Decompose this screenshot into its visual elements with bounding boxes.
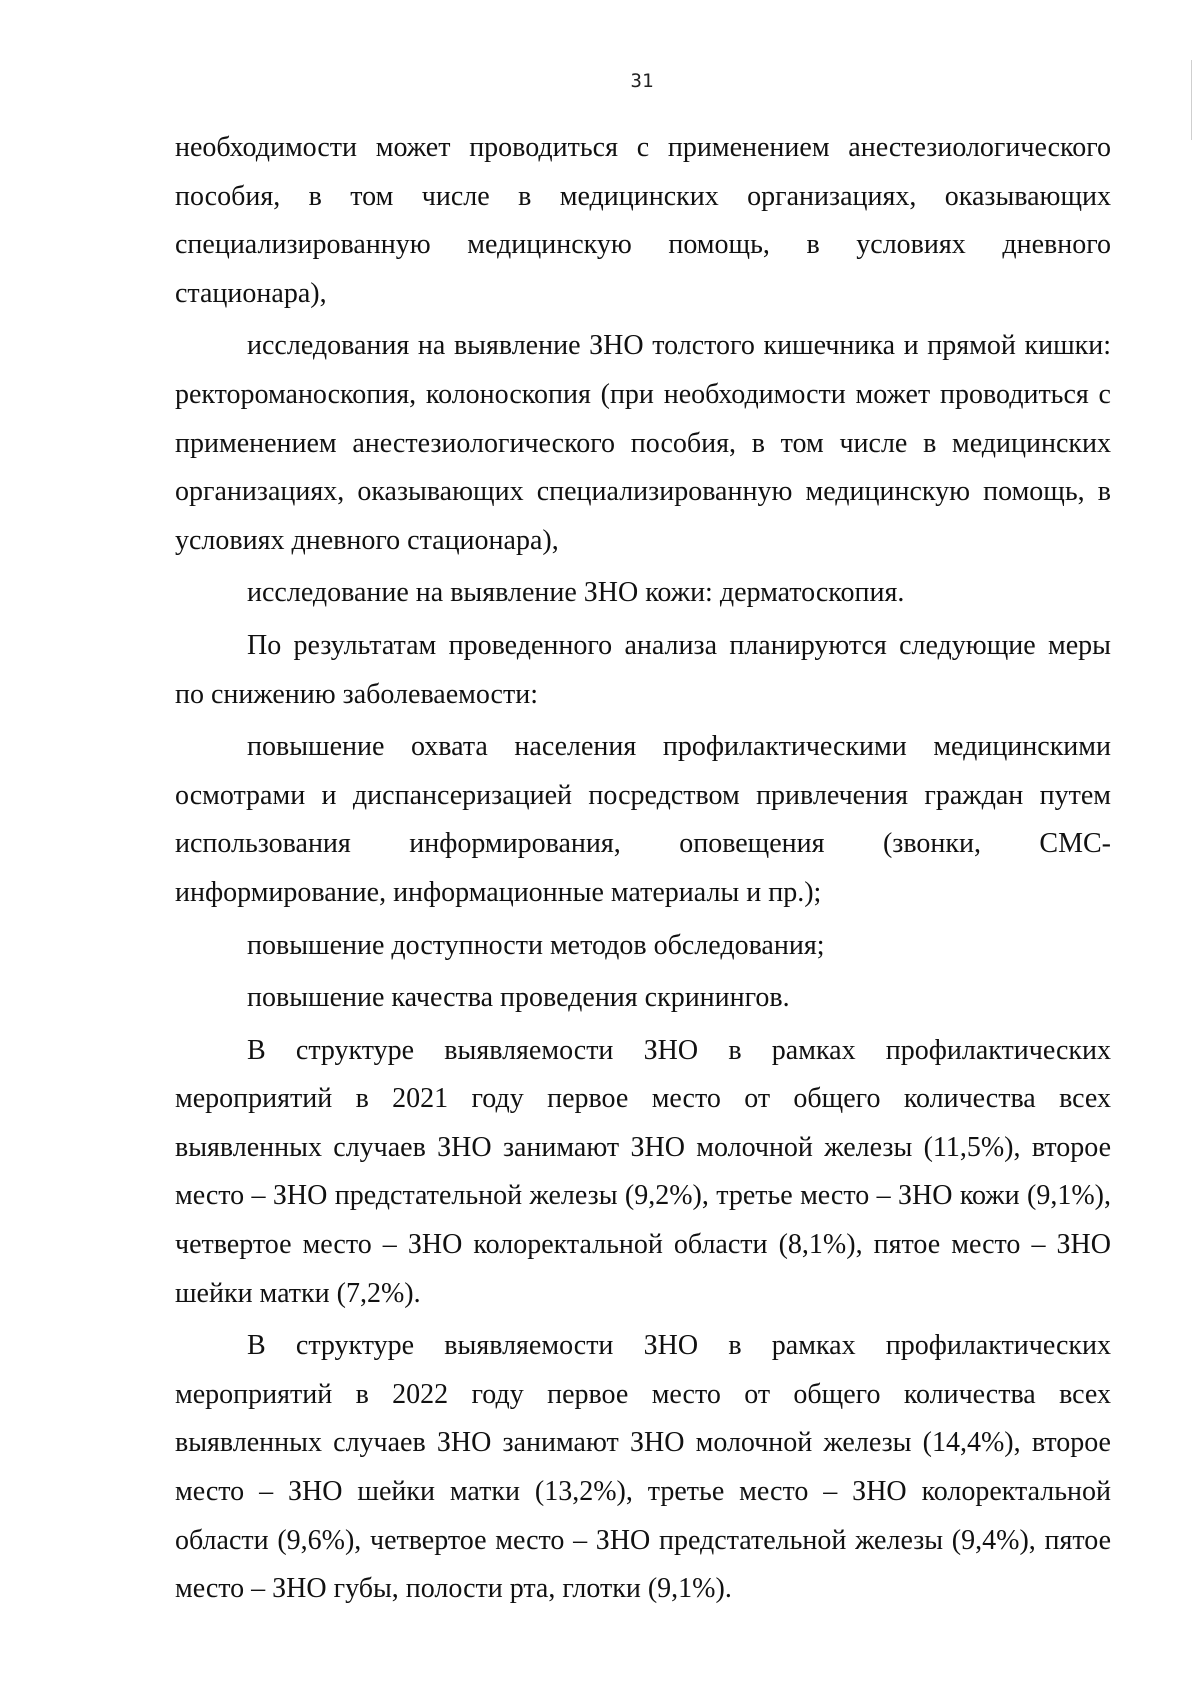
document-body <box>175 124 1111 1614</box>
paragraph-colon-screening: исследования на выявление ЗНО толстого кишечника и прямой кишки: ректороманоскопия, колоноскопия (при необходимости может проводиться с применением анестезиологического пособия, в том числе в медицинских организациях, оказывающих специализированную медицинскую помощь, в условиях дневного стационара), <box>175 330 1111 556</box>
paragraph-measure-accessibility: повышение доступности методов обследования; <box>247 929 825 961</box>
paragraph-structure-2021: В структуре выявляемости ЗНО в рамках профилактических мероприятий в 2021 году первое место от общего количества всех выявленных случаев ЗНО занимают ЗНО молочной железы (11,5%), второе место – ЗНО предстательной железы (9,2%), третье место – ЗНО кожи (9,1%), четвертое место – ЗНО колоректальной области (8,1%), пятое место – ЗНО шейки матки (7,2%). <box>175 1034 1111 1309</box>
paragraph-structure-2022: В структуре выявляемости ЗНО в рамках профилактических мероприятий в 2022 году первое место от общего количества всех выявленных случаев ЗНО занимают ЗНО молочной железы (14,4%), второе место – ЗНО шейки матки (13,2%), третье место – ЗНО колоректальной области (9,6%), четвертое место – ЗНО предстательной железы (9,4%), пятое место – ЗНО губы, полости рта, глотки (9,1%). <box>175 1330 1111 1605</box>
paragraph-continuation: необходимости может проводиться с применением анестезиологического пособия, в том числе в медицинских организациях, оказывающих специализированную медицинскую помощь, в условиях дневного стационара), <box>175 132 1111 309</box>
paragraph-measure-quality: повышение качества проведения скринингов. <box>247 982 790 1014</box>
paragraph-skin-screening: исследование на выявление ЗНО кожи: дерматоскопия. <box>247 577 905 609</box>
page-number: 31 <box>630 70 654 92</box>
paragraph-measures-intro: По результатам проведенного анализа планируются следующие меры по снижению заболеваемости: <box>175 629 1111 710</box>
paragraph-measure-coverage: повышение охвата населения профилактическими медицинскими осмотрами и диспансеризацией посредством привлечения граждан путем использования информирования, оповещения (звонки, СМС-информирование, информационные материалы и пр.); <box>175 731 1111 908</box>
